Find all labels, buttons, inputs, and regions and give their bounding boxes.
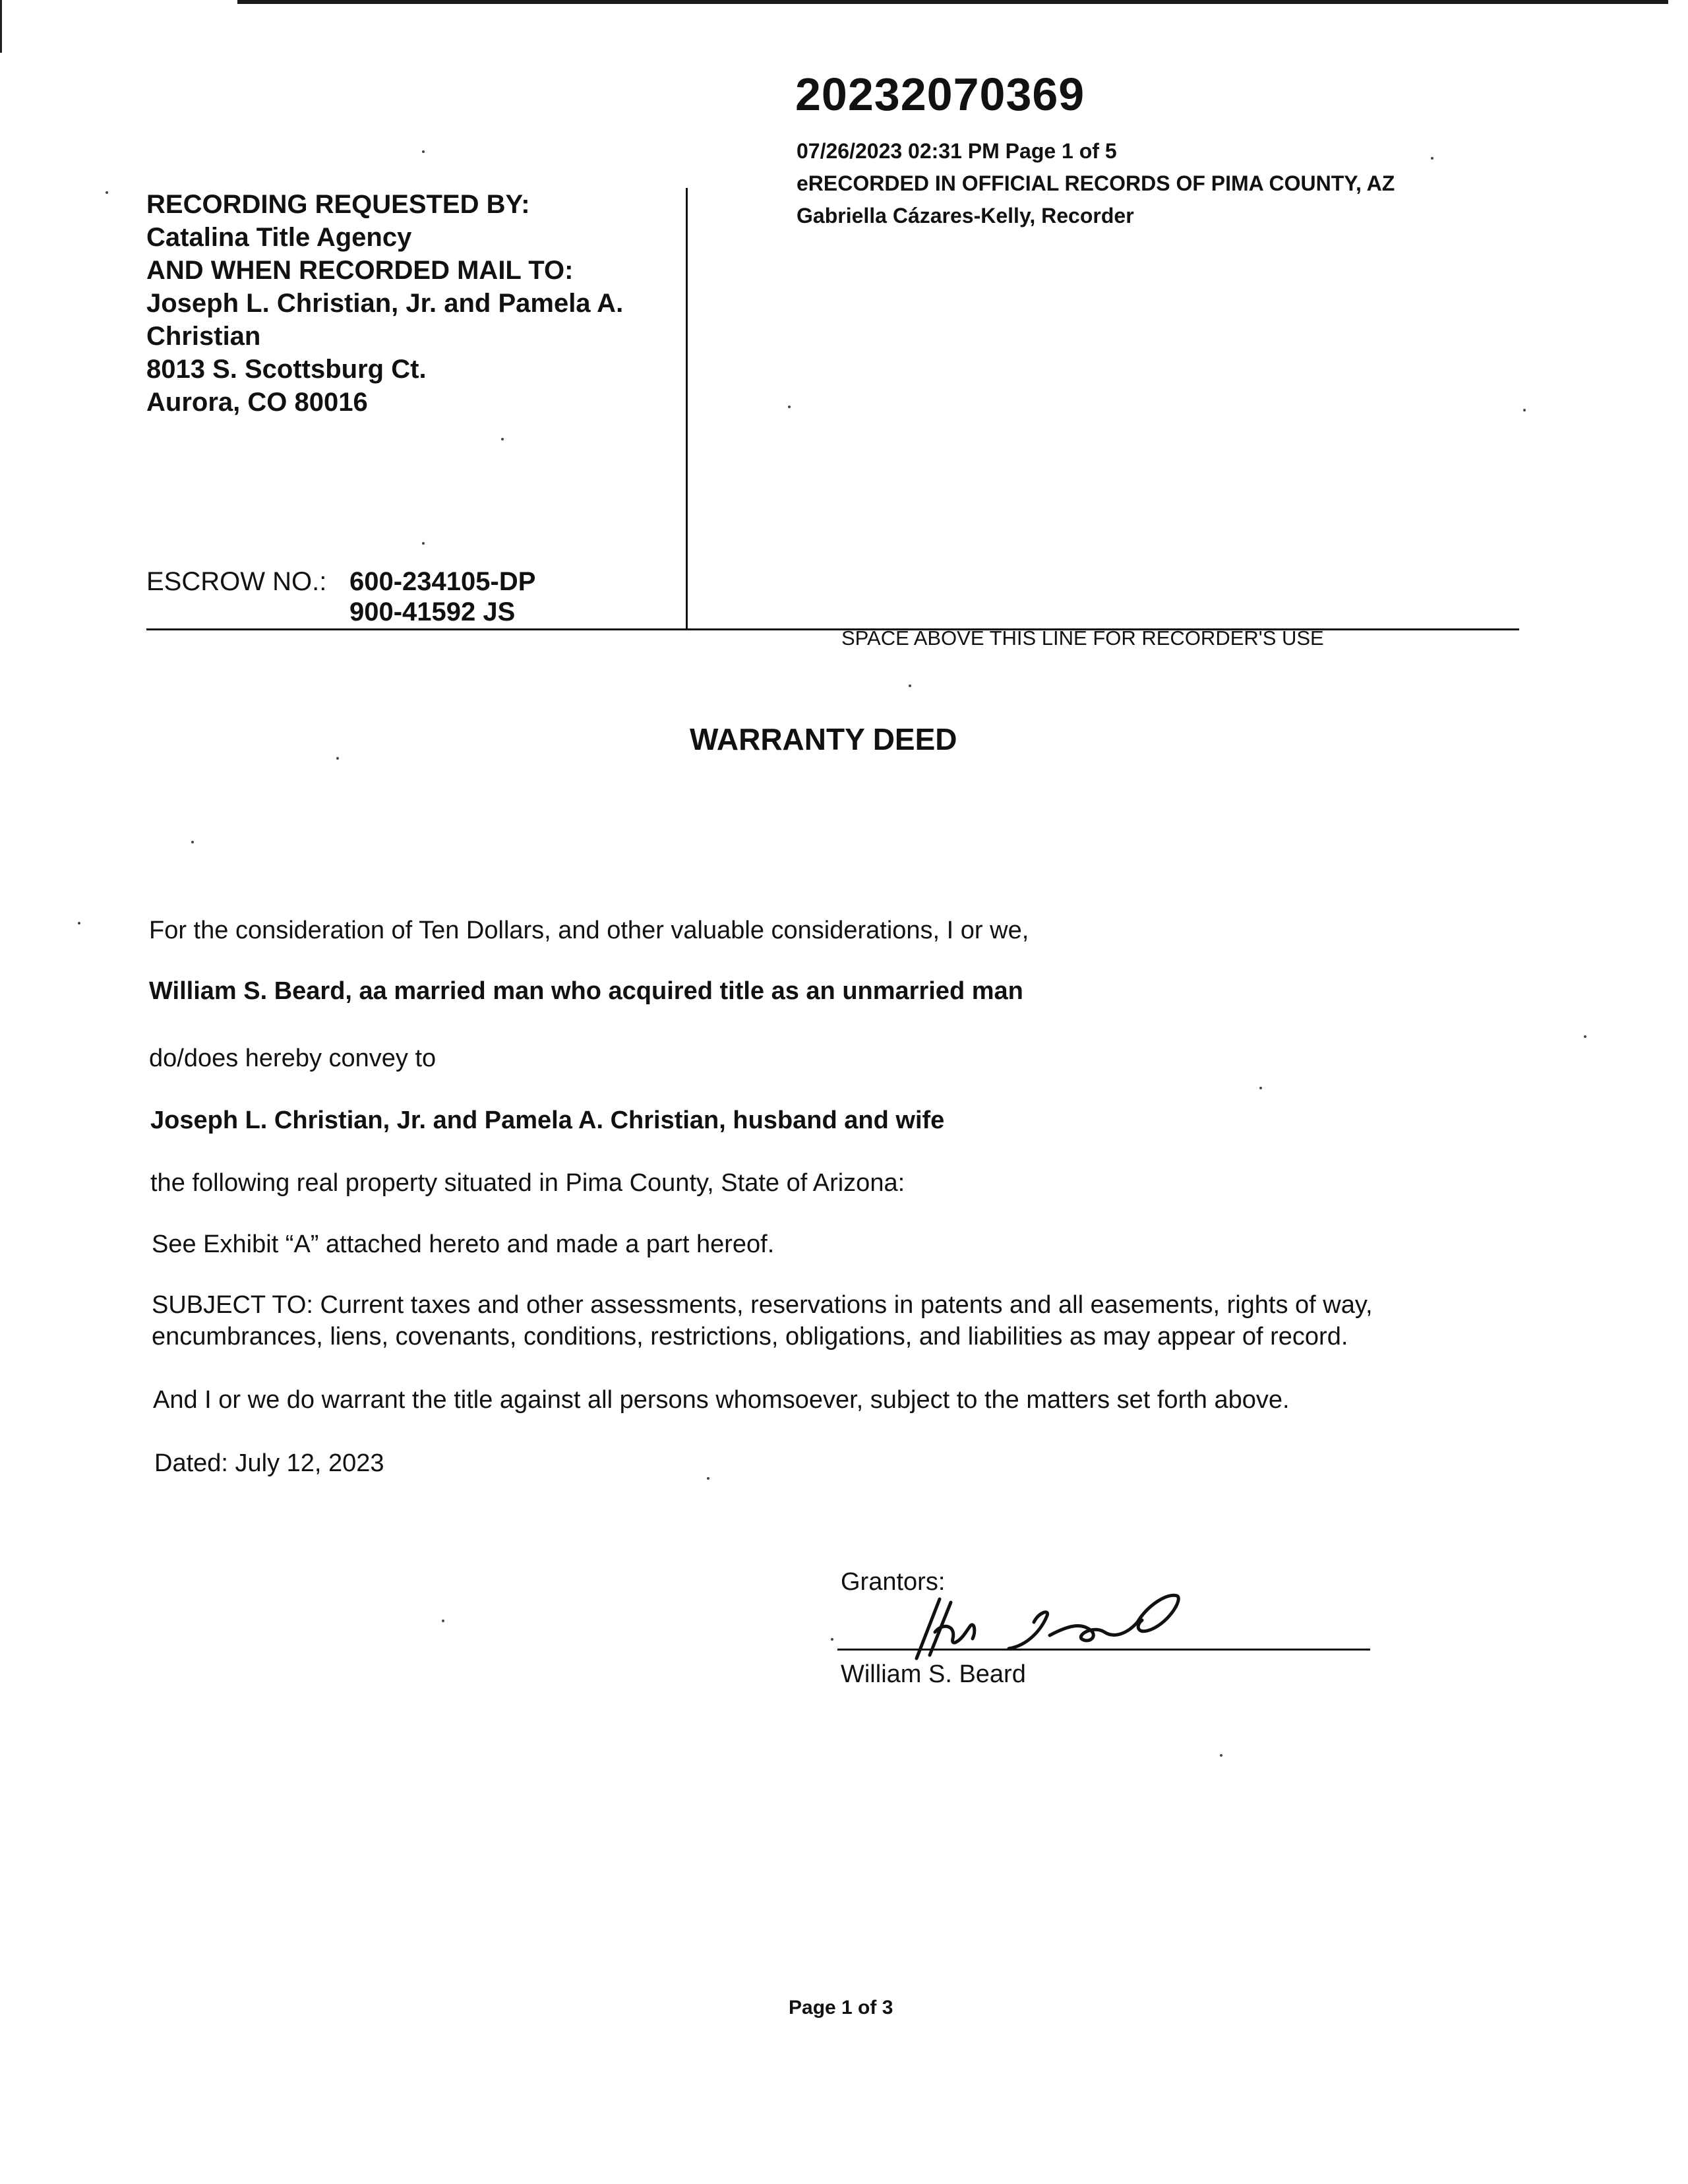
scan-speck	[1523, 409, 1526, 411]
signature-line	[837, 1649, 1370, 1651]
scan-speck	[422, 150, 425, 153]
handwritten-signature	[877, 1586, 1180, 1665]
convey-clause: do/does hereby convey to	[149, 1045, 437, 1072]
scan-speck	[1259, 1087, 1262, 1089]
scan-speck	[909, 684, 911, 687]
scan-speck	[442, 1620, 444, 1622]
requested-by-label: RECORDING REQUESTED BY:	[146, 190, 530, 219]
scan-border-top	[237, 0, 1668, 4]
document-number: 20232070369	[795, 69, 1085, 120]
recorded-in-label: eRECORDED IN OFFICIAL RECORDS OF PIMA COUNTY, AZ	[797, 171, 1395, 195]
consideration-clause: For the consideration of Ten Dollars, and other valuable considerations, I or we,	[149, 917, 1029, 944]
property-clause: the following real property situated in Pima County, State of Arizona:	[150, 1169, 905, 1197]
dated-line: Dated: July 12, 2023	[154, 1449, 384, 1477]
exhibit-clause: See Exhibit “A” attached hereto and made a part hereof.	[152, 1230, 775, 1258]
escrow-number-1: 600-234105-DP	[349, 567, 536, 596]
scan-speck	[501, 438, 504, 440]
document-title: WARRANTY DEED	[690, 722, 957, 756]
recorder-name: Gabriella Cázares-Kelly, Recorder	[797, 204, 1134, 228]
scan-speck	[106, 191, 108, 194]
signatory-name: William S. Beard	[841, 1660, 1026, 1688]
mail-to-address-1: 8013 S. Scottsburg Ct.	[146, 355, 427, 384]
scan-speck	[78, 922, 80, 925]
mail-to-name-1: Joseph L. Christian, Jr. and Pamela A.	[146, 289, 624, 318]
grantors-label: Grantors:	[841, 1568, 946, 1596]
scan-speck	[422, 542, 425, 545]
scan-speck	[191, 841, 194, 843]
subject-to-line-1: SUBJECT TO: Current taxes and other assessments, reservations in patents and all easements, rights of way,	[152, 1291, 1373, 1319]
grantee-name: Joseph L. Christian, Jr. and Pamela A. Christian, husband and wife	[150, 1107, 945, 1134]
mail-to-label: AND WHEN RECORDED MAIL TO:	[146, 256, 574, 285]
mail-to-address-2: Aurora, CO 80016	[146, 388, 368, 417]
mail-to-name-2: Christian	[146, 322, 261, 351]
scan-speck	[788, 406, 791, 408]
grantor-name: William S. Beard, aa married man who acquired title as an unmarried man	[149, 977, 1023, 1005]
escrow-number-2: 900-41592 JS	[349, 597, 516, 626]
scan-speck	[1431, 157, 1433, 160]
scan-speck	[707, 1477, 709, 1480]
header-divider-vertical	[686, 188, 688, 630]
scan-border-left	[0, 0, 2, 53]
requested-by: Catalina Title Agency	[146, 223, 412, 252]
escrow-label: ESCROW NO.:	[146, 567, 327, 596]
recorder-use-caption: SPACE ABOVE THIS LINE FOR RECORDER'S USE	[841, 626, 1324, 650]
scan-speck	[336, 757, 339, 760]
recording-date-page: 07/26/2023 02:31 PM Page 1 of 5	[797, 139, 1117, 163]
recording-info-block	[146, 188, 623, 419]
subject-to-line-2: encumbrances, liens, covenants, conditions, restrictions, obligations, and liabilities as may appear of record.	[152, 1323, 1348, 1350]
scan-speck	[1584, 1035, 1586, 1038]
scan-speck	[831, 1638, 833, 1641]
page-number: Page 1 of 3	[789, 1997, 893, 2018]
warranty-clause: And I or we do warrant the title against all persons whomsoever, subject to the matters set forth above.	[153, 1386, 1290, 1414]
scan-speck	[1220, 1754, 1222, 1757]
